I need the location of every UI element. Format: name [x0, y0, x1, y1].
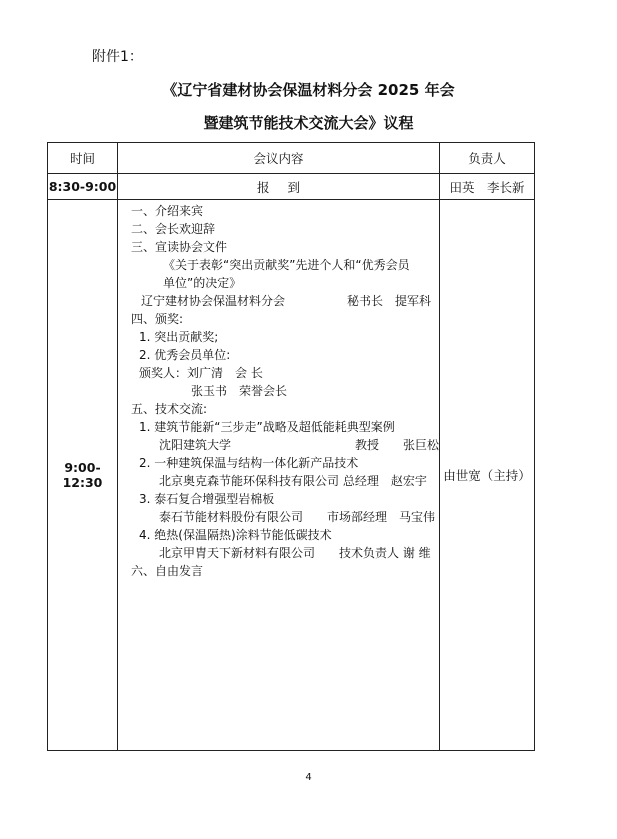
- row2-content: [118, 200, 440, 751]
- title-line-2: 暨建筑节能技术交流大会》议程: [203, 114, 414, 132]
- agenda-line: 1. 建筑节能新“三步走”战略及超低能耗典型案例: [139, 420, 395, 434]
- row2-time: 9:00-12:30: [48, 200, 118, 751]
- row1-content-b: 到: [287, 179, 301, 195]
- agenda-line: 单位”的决定》: [163, 276, 242, 290]
- row2-person: 由世宽（主持）: [440, 200, 535, 751]
- title-line-1: 《辽宁省建材协会保温材料分会 2025 年会: [162, 81, 455, 99]
- table-row: [48, 200, 535, 751]
- agenda-line: 2. 优秀会员单位:: [139, 348, 231, 362]
- header-content: 会议内容: [118, 143, 440, 174]
- agenda-line: 1. 突出贡献奖;: [139, 330, 219, 344]
- agenda-line: 北京甲胄天下新材料有限公司: [159, 546, 316, 560]
- row1-person: 田英 李长新: [440, 174, 535, 200]
- agenda-line: 《关于表彰“突出贡献奖”先进个人和“优秀会员: [163, 258, 410, 272]
- agenda-line: 教授 张巨松: [355, 438, 440, 452]
- page-number: 4: [305, 772, 312, 783]
- table-row: [48, 174, 535, 200]
- agenda-line: 沈阳建筑大学: [159, 438, 232, 452]
- agenda-line: 技术负责人 谢 维: [339, 546, 431, 560]
- agenda-line: 颁奖人：刘广清 会 长: [139, 366, 263, 380]
- attachment-label: 附件1：: [92, 49, 143, 65]
- agenda-line: 四、颁奖:: [131, 312, 184, 326]
- agenda-line: 4. 绝热(保温隔热)涂料节能低碳技术: [139, 528, 332, 542]
- agenda-line: 北京奥克森节能环保科技有限公司 总经理 赵宏宇: [159, 474, 427, 488]
- agenda-line: 五、技术交流:: [131, 402, 208, 416]
- agenda-line: 二、会长欢迎辞: [131, 222, 216, 236]
- agenda-line: 2. 一种建筑保温与结构一体化新产品技术: [139, 456, 359, 470]
- agenda-table: [47, 142, 535, 751]
- agenda-line: 辽宁建材协会保温材料分会: [141, 294, 286, 308]
- agenda-line: 3. 泰石复合增强型岩棉板: [139, 492, 275, 506]
- row1-content-a: 报: [256, 179, 270, 195]
- table-header-row: [48, 143, 535, 174]
- row1-time: 8:30-9:00: [48, 174, 118, 200]
- agenda-line: 张玉书 荣誉会长: [191, 384, 288, 398]
- header-person: 负责人: [440, 143, 535, 174]
- agenda-line: 泰石节能材料股份有限公司: [159, 510, 304, 524]
- agenda-line: 秘书长 提军科: [347, 294, 432, 308]
- header-time: 时间: [48, 143, 118, 174]
- agenda-line: 三、宣读协会文件: [131, 240, 228, 254]
- row1-content: [118, 174, 440, 200]
- agenda-line: 市场部经理 马宝伟: [327, 510, 436, 524]
- agenda-line: 六、自由发言: [131, 564, 204, 578]
- agenda-line: 一、介绍来宾: [131, 204, 204, 218]
